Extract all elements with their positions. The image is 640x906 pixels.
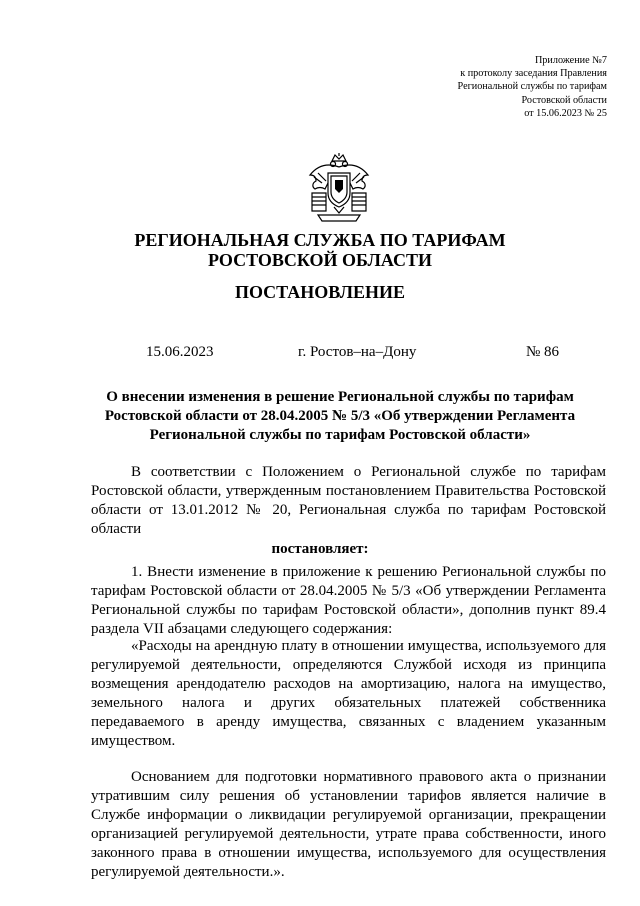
organization-name-line: РОСТОВСКОЙ ОБЛАСТИ [208,250,432,270]
item-1-section [91,563,606,639]
document-number: № 86 [526,344,560,360]
quote-1-paragraph: «Расходы на арендную плату в отношении имущества, используемого для регулируемой деятельности, определяются Службой исходя из принципа возмещения арендодателю расходов на амортизацию, налога на имущество, земельного налога и других обязательных платежей собственника передаваемого в аренду имущества, связанных с владением указанным имуществом. [91,638,606,749]
document-type-title: ПОСТАНОВЛЕНИЕ [234,282,406,302]
subject-line: Региональной службы по тарифам Ростовской области» [149,427,531,443]
organization-name [0,230,640,270]
appendix-note [458,54,607,120]
appendix-line: от 15.06.2023 № 25 [524,107,607,119]
quote-1-section [91,637,606,751]
document-subject [60,388,620,445]
appendix-line: к протоколу заседания Правления [460,68,607,80]
preamble-section [91,463,606,539]
quote-2-section [91,768,606,882]
subject-line: Ростовской области от 28.04.2005 № 5/3 «Об утверждении Регламента [104,408,576,424]
organization-name-line: РЕГИОНАЛЬНАЯ СЛУЖБА ПО ТАРИФАМ [134,230,506,250]
coat-of-arms-icon [306,153,372,223]
document-date: 15.06.2023 [146,344,214,360]
decree-word: постановляет: [271,541,369,557]
quote-2-paragraph: Основанием для подготовки нормативного правового акта о признании утратившим силу решения об установлении тарифов является наличие в Службе информации о ликвидации регулируемой организации, прекращении организацией регулируемой деятельности, утрате права собственности, иного законного права в отношении имущества, используемого для осуществления регулируемой деятельности.». [91,769,606,880]
document-place: г. Ростов–на–Дону [298,344,417,360]
subject-line: О внесении изменения в решение Региональной службы по тарифам [106,389,574,405]
appendix-line: Приложение №7 [534,55,607,66]
item-1-paragraph: 1. Внести изменение в приложение к решению Региональной службы по тарифам Ростовской области от 28.04.2005 № 5/3 «Об утверждении Регламента Региональной службы по тарифам Ростовской области», дополнив пункт 89.4 раздела VII абзацами следующего содержания: [91,564,606,637]
appendix-line: Ростовской области [521,94,607,106]
appendix-line: Региональной службы по тарифам [457,81,607,93]
preamble-paragraph: В соответствии с Положением о Региональной службе по тарифам Ростовской области, утвержденным постановлением Правительства Ростовской области от 13.01.2012 № 20, Региональная служба по тарифам Ростовской области [91,464,606,537]
